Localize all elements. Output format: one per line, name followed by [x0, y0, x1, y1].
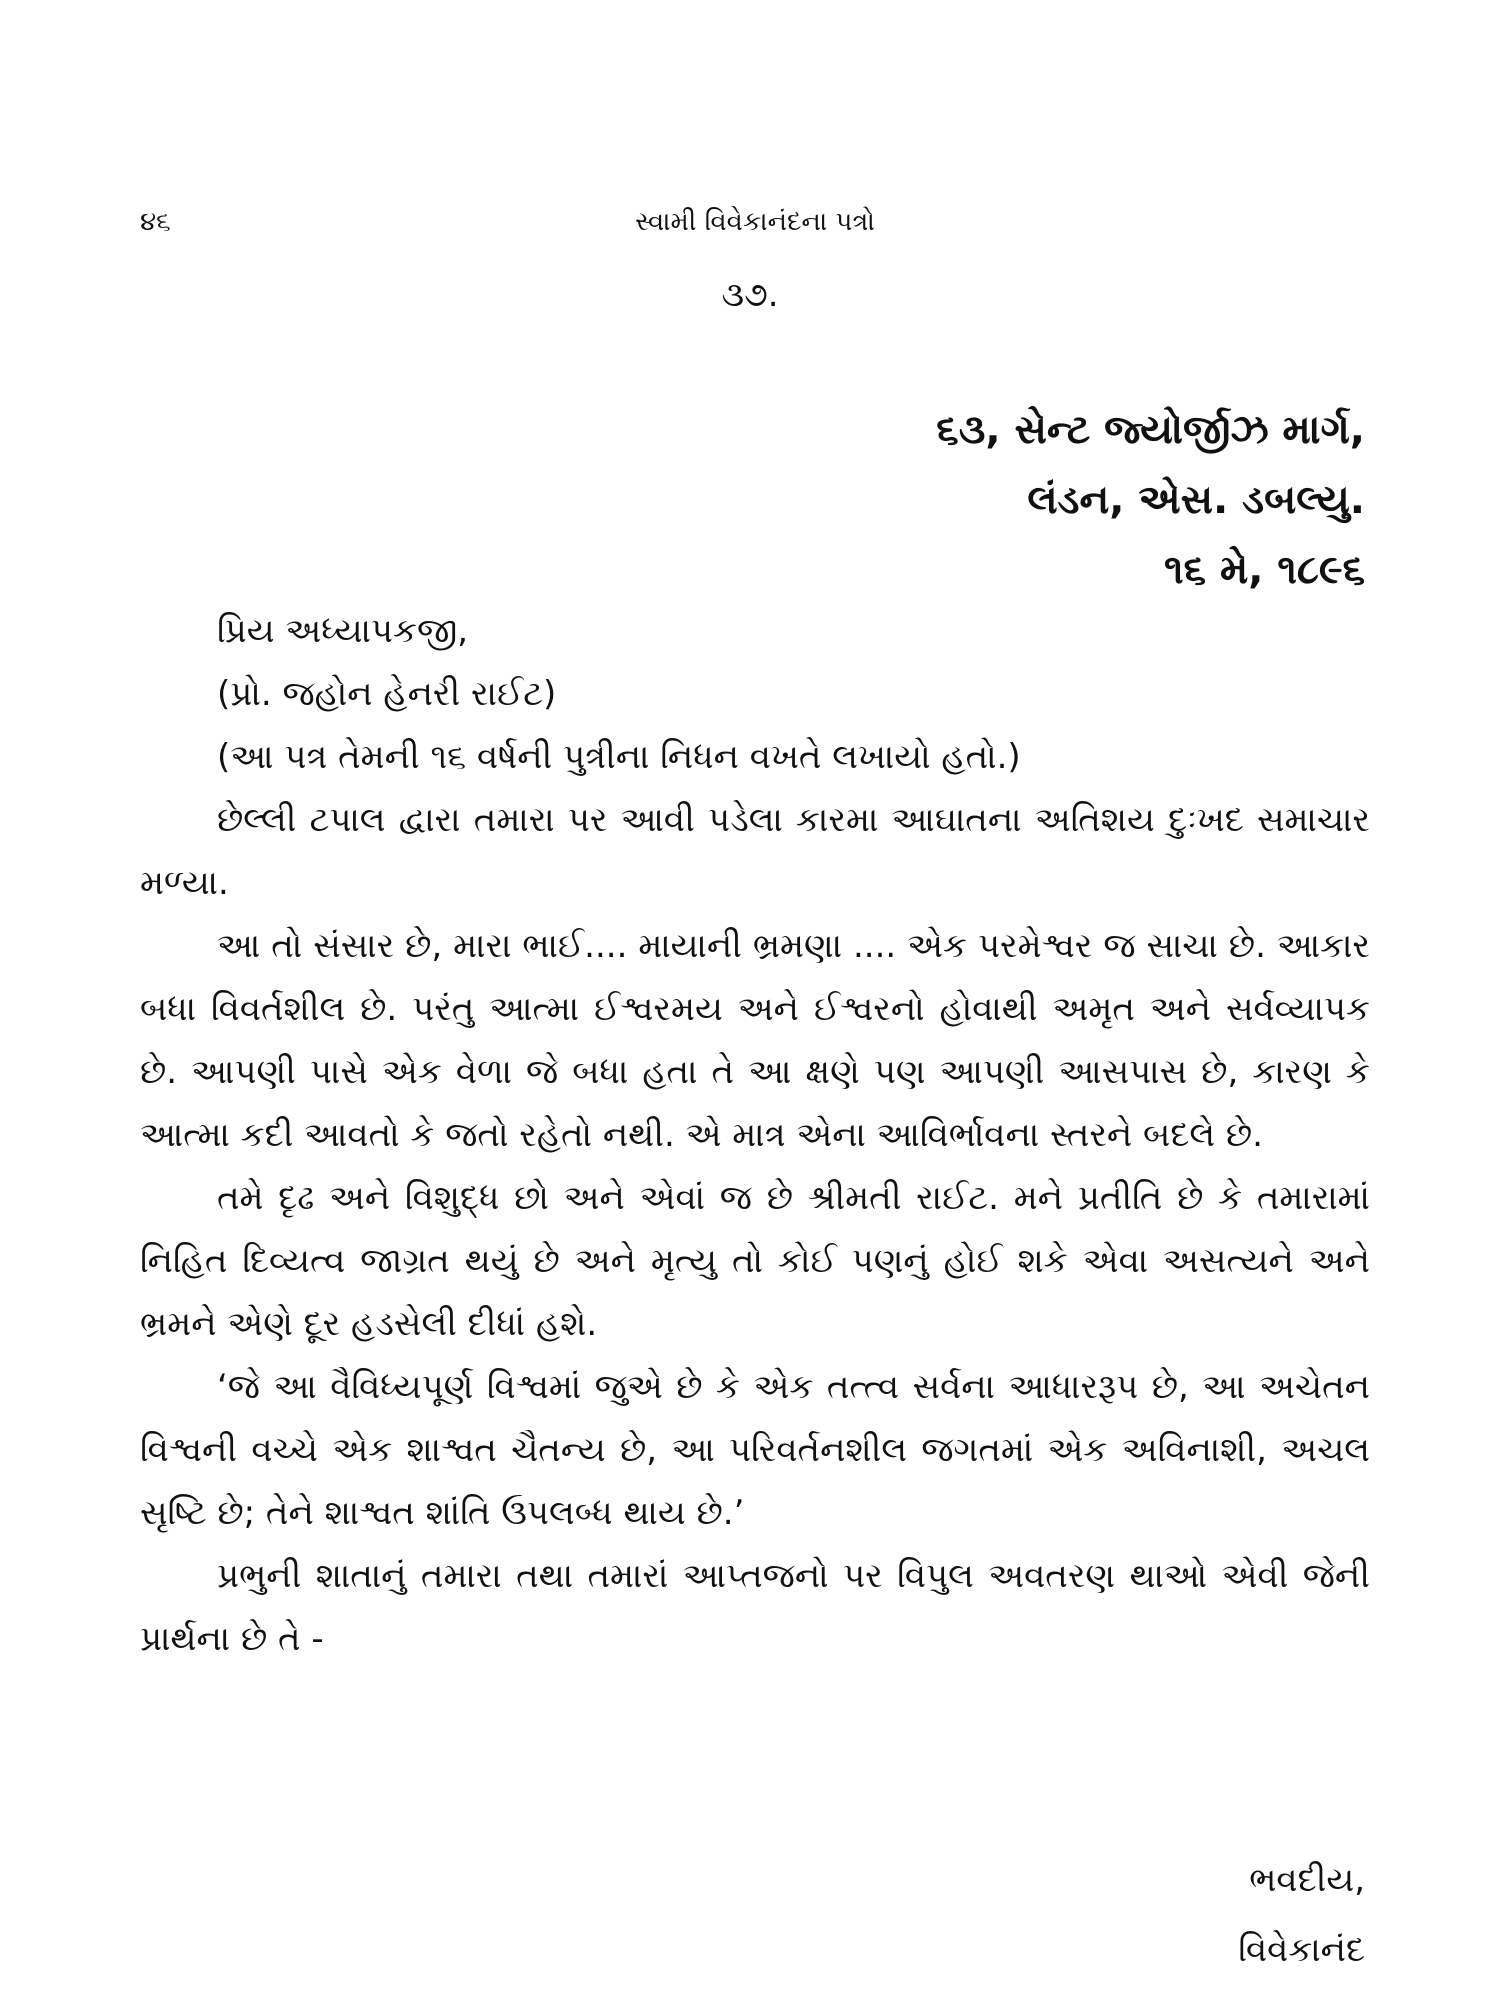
salutation: પ્રિય અધ્યાપકજી, — [217, 611, 469, 651]
address-line-street: ૬૩, સેન્ટ જ્યોર્જીઝ માર્ગ, — [936, 407, 1365, 453]
letter-date: ૧૬ મે, ૧૮૯૬ — [1164, 547, 1365, 593]
letter-number: ૩૭. — [721, 275, 779, 315]
paragraph: છેલ્લી ટપાલ દ્વારા તમારા પર આવી પડેલા કારમા આઘાતના અતિશય દુઃખદ સમાચાર મળ્યા. — [140, 800, 1370, 903]
letter-body — [140, 600, 1370, 1671]
sender-address — [465, 395, 1365, 605]
signoff — [765, 1845, 1365, 1985]
address-line-city: લંડન, એસ. ડબલ્યુ. — [1027, 477, 1365, 523]
running-title: સ્વામી વિવેકાનંદના પત્રો — [635, 207, 875, 237]
page-number: ૪૬ — [140, 207, 171, 237]
recipient-note: (પ્રો. જહોન હેનરી રાઈટ) — [217, 674, 557, 714]
paragraph: આ તો સંસાર છે, મારા ભાઈ.... માયાની ભ્રમણા .... એક પરમેશ્વર જ સાચા છે. આકાર બધા વિવર્તશીલ છે. પરંતુ આત્મા ઈશ્વરમય અને ઈશ્વરનો હોવાથી અમૃત અને સર્વવ્યાપક છે. આપણી પાસે એક વેળા જે બધા હતા તે આ ક્ષણે પણ આપણી આસપાસ છે, કારણ કે આત્મા કદી આવતો કે જતો રહેતો નથી. એ માત્ર એના આવિર્ભાવના સ્તરને બદલે છે. — [140, 926, 1370, 1155]
paragraph: તમે દૃઢ અને વિશુદ્ધ છો અને એવાં જ છે શ્રીમતી રાઈટ. મને પ્રતીતિ છે કે તમારામાં નિહિત દિવ્યત્વ જાગ્રત થયું છે અને મૃત્યુ તો કોઈ પણનું હોઈ શકે એવા અસત્યને અને ભ્રમને એણે દૂર હડસેલી દીધાં હશે. — [140, 1178, 1370, 1344]
quotation-paragraph: ‘જે આ વૈવિધ્યપૂર્ણ વિશ્વમાં જુએ છે કે એક તત્ત્વ સર્વના આધારરૂપ છે, આ અચેતન વિશ્વની વચ્ચે એક શાશ્વત ચૈતન્ય છે, આ પરિવર્તનશીલ જગતમાં એક અવિનાશી, અચલ સૃષ્ટિ છે; તેને શાશ્વત શાંતિ ઉપલબ્ધ થાય છે.’ — [140, 1367, 1370, 1533]
paragraph: પ્રભુની શાતાનું તમારા તથા તમારાં આપ્તજનો પર વિપુલ અવતરણ થાઓ એવી જેની પ્રાર્થના છે તે - — [140, 1556, 1370, 1659]
page-header — [140, 202, 1370, 242]
context-note: (આ પત્ર તેમની ૧૬ વર્ષની પુત્રીના નિધન વખતે લખાયો હતો.) — [217, 737, 1021, 777]
signature: વિવેકાનંદ — [1238, 1930, 1365, 1970]
closing: ભવદીય, — [1249, 1860, 1365, 1900]
